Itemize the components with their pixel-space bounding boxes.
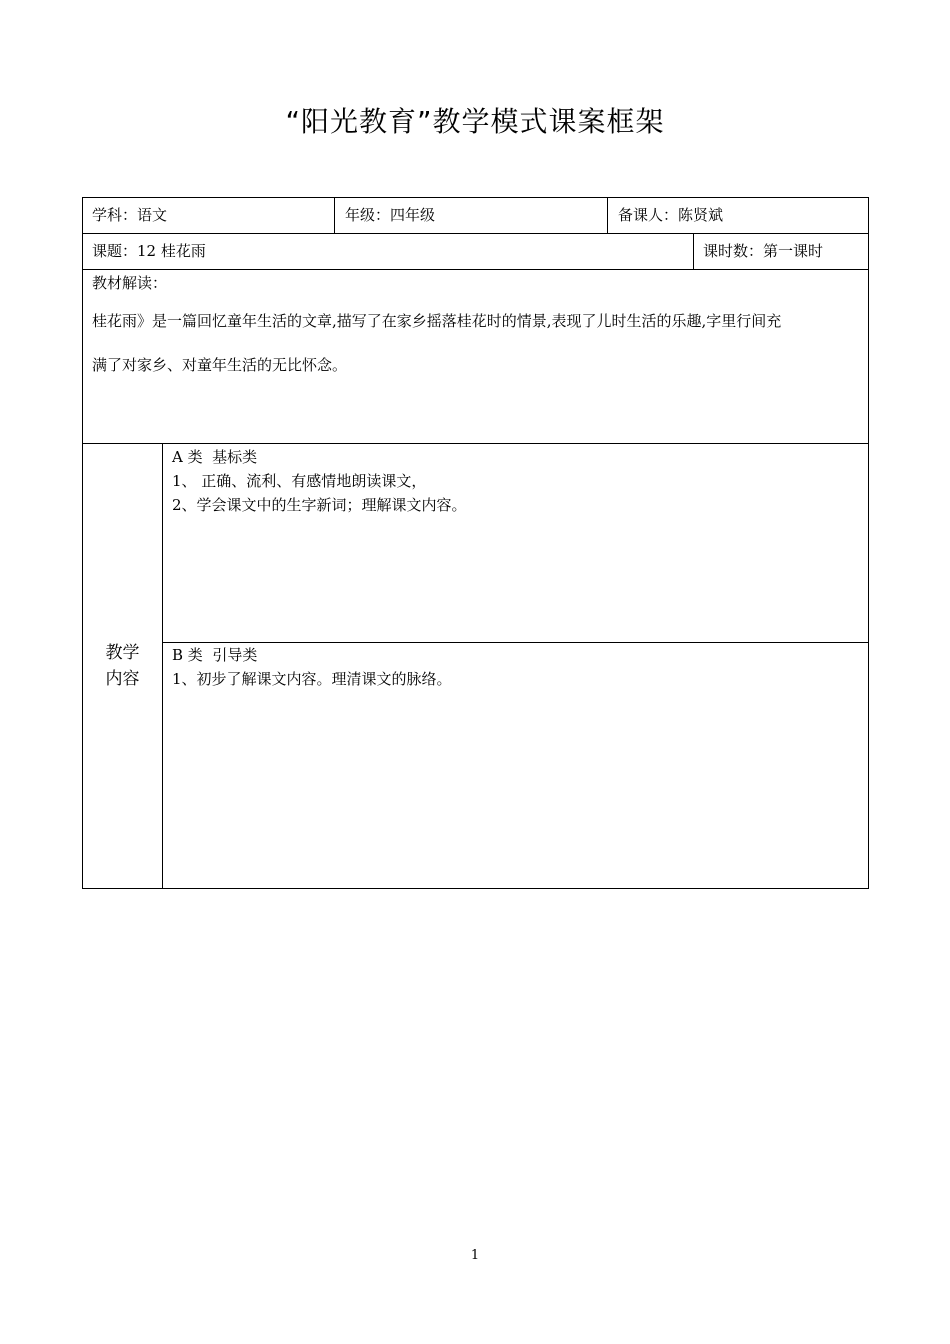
category-b-title: B 类 引导类 (172, 646, 258, 664)
category-a-title: A 类 基标类 (172, 448, 258, 466)
preparer-cell: 备课人：陈贤斌 (618, 206, 724, 224)
topic-cell: 课题：12 桂花雨 (92, 242, 206, 260)
material-text-line: 满了对家乡、对童年生活的无比怀念。 (92, 356, 348, 374)
table-col-divider (334, 197, 335, 234)
grade-cell: 年级：四年级 (345, 206, 436, 224)
teaching-content-label (83, 640, 162, 692)
material-label: 教材解读： (92, 274, 168, 292)
subject-cell: 学科：语文 (92, 206, 168, 224)
table-row-divider (82, 269, 869, 270)
period-cell: 课时数：第一课时 (703, 242, 824, 260)
category-a-item: 1、 正确、流利、有感情地朗读课文， (172, 472, 427, 490)
table-col-divider (693, 233, 694, 270)
table-border-left (82, 197, 83, 889)
table-border-top (82, 197, 869, 198)
table-border-bottom (82, 888, 869, 889)
table-col-divider (607, 197, 608, 234)
teaching-content-label-line: 内容 (105, 669, 140, 689)
table-col-divider (162, 443, 163, 889)
category-b-item: 1、初步了解课文内容。理清课文的脉络。 (172, 670, 452, 688)
page-number: 1 (470, 1248, 480, 1263)
page-title: “阳光教育”教学模式课案框架 (285, 105, 665, 138)
table-row-divider (162, 642, 869, 643)
table-row-divider (82, 443, 869, 444)
teaching-content-label-line: 教学 (105, 643, 140, 663)
table-border-right (868, 197, 869, 889)
table-row-divider (82, 233, 869, 234)
category-a-item: 2、学会课文中的生字新词；理解课文内容。 (172, 496, 467, 514)
material-text-line: 桂花雨》是一篇回忆童年生活的文章,描写了在家乡摇落桂花时的情景,表现了儿时生活的乐趣,字里行间充 (92, 312, 782, 330)
